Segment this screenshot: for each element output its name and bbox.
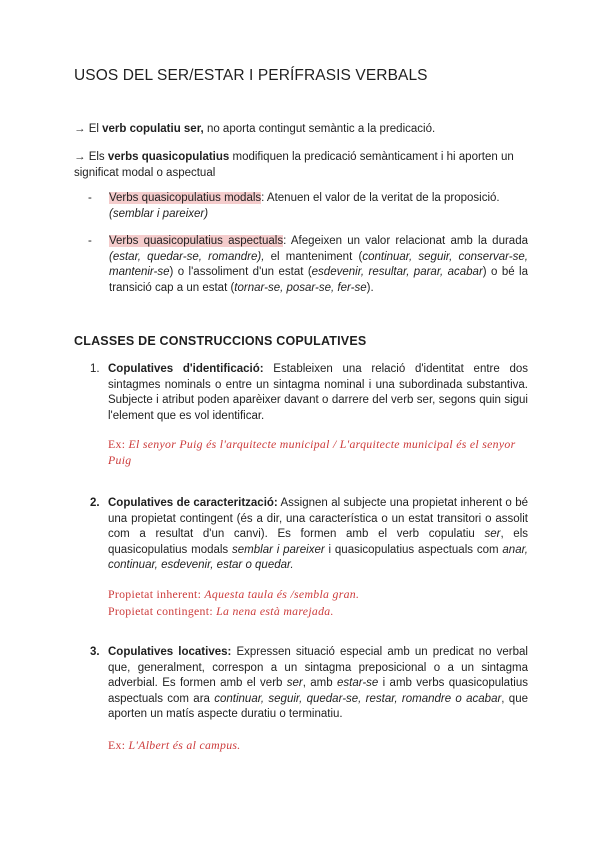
bullet-aspectual-verbs: - Verbs quasicopulatius aspectuals: Afegeixen un valor relacionat amb la durada (estar, quedar-se, romandre), el manteniment (continuar, seguir, conservar-se, mantenir-se) o l'assoliment d'un estat (esdevenir, resultar, parar, acabar) o bé la transició cap a un estat (tornar-se, posar-se, fer-se). — [88, 235, 528, 294]
item-number: 1. — [90, 363, 100, 375]
highlighted-term: Verbs quasicopulatius aspectuals — [109, 235, 284, 247]
example-locative: Ex: L'Albert és al campus. — [108, 738, 241, 752]
item-number: 3. — [90, 646, 100, 658]
paragraph-copulative-verb: → El verb copulatiu ser, no aporta contingut semàntic a la predicació. — [74, 123, 436, 135]
highlighted-term: Verbs quasicopulatius modals — [109, 192, 262, 204]
example-inherent-property: Propietat inherent: Aquesta taula és /sembla gran. — [108, 587, 360, 601]
bullet-marker: - — [88, 235, 92, 247]
bullet-marker: - — [88, 192, 92, 204]
example-contingent-property: Propietat contingent: La nena està marejada. — [108, 604, 334, 618]
list-item-characterization: 2. Copulatives de caracterització: Assignen al subjecte una propietat inherent o bé una propietat contingent (és a dir, una característica o un estat transitori o assolit com a resultat d'un canvi). Es formen amb el verb copulatiu ser, els quasicopulatius modals semblar i pareixer i quasicopulatius aspectuals com anar, continuar, esdevenir, estar o quedar. — [90, 497, 529, 572]
example-verbs: (semblar i pareixer) — [109, 207, 209, 220]
item-heading: Copulatives d'identificació: — [108, 363, 264, 375]
section-title: CLASSES DE CONSTRUCCIONS COPULATIVES — [74, 334, 367, 348]
arrow-icon: → — [74, 151, 86, 163]
bold-term: verbs quasicopulatius — [107, 151, 230, 163]
bold-term: verb copulatiu ser, — [102, 123, 204, 135]
list-item-identification: 1. Copulatives d'identificació: Estableixen una relació d'identitat entre dos sintagmes nominals o entre un sintagma nominal i una subordinada substantiva. Subjecte i atribut poden aparèixer davant o darrere del verb ser, segons quin sigui l'element que es vol identificar. — [90, 363, 529, 422]
paragraph-quasicopulative-verbs: → Els verbs quasicopulatius modifiquen la predicació semànticament i hi aporten un significat modal o aspectual — [74, 151, 514, 179]
list-item-locative: 3. Copulatives locatives: Expressen situació especial amb un predicat no verbal que, generalment, correspon a un sintagma preposicional o a un sintagma adverbial. Es formen amb el verb ser, amb estar-se i amb verbs quasicopulatius aspectuals com ara continuar, seguir, quedar-se, restar, romandre o acabar, que aporten un matís aspecte duratiu o terminatiu. — [90, 646, 528, 721]
page-title: USOS DEL SER/ESTAR I PERÍFRASIS VERBALS — [74, 67, 428, 84]
item-heading: Copulatives locatives: — [108, 646, 232, 658]
arrow-icon: → — [74, 123, 86, 135]
item-heading: Copulatives de caracterització: — [108, 497, 278, 509]
example-identification: Ex: El senyor Puig és l'arquitecte municipal / L'arquitecte municipal és el senyor Puig — [108, 437, 516, 467]
bullet-modal-verbs: - Verbs quasicopulatius modals: Atenuen el valor de la veritat de la proposició. (semblar i pareixer) — [88, 192, 500, 220]
item-number: 2. — [90, 497, 100, 509]
